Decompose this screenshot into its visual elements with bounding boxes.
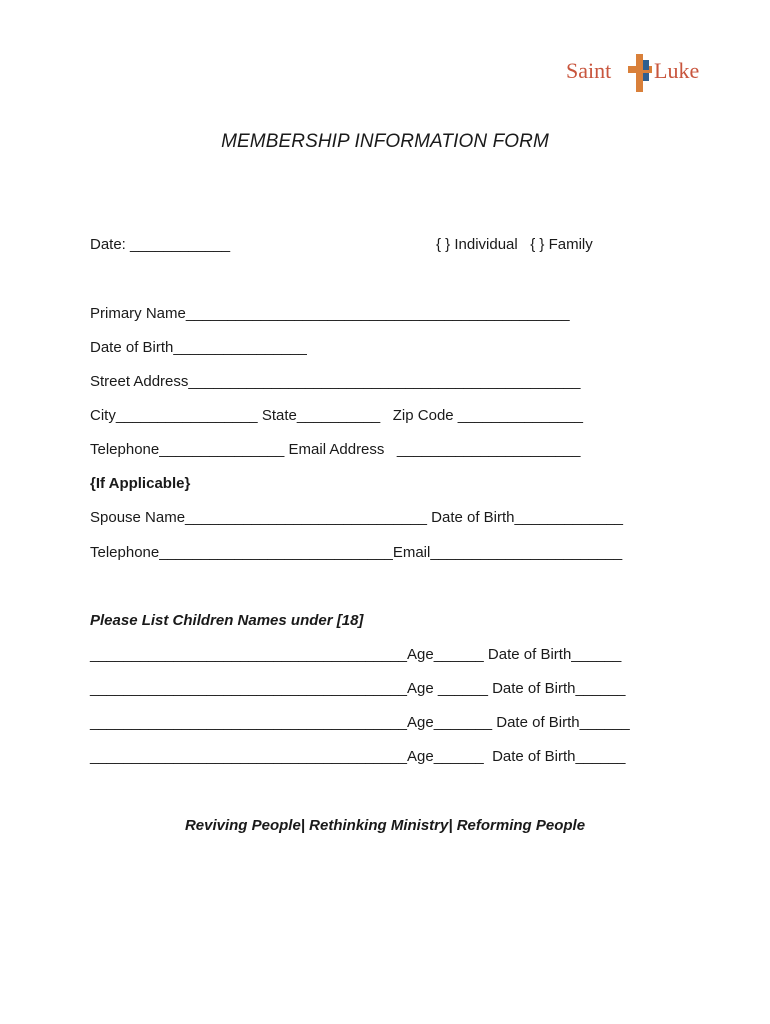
footer-tagline: Reviving People| Rethinking Ministry| Reforming People — [184, 817, 586, 834]
child-row[interactable]: ______________________________________Age______ Date of Birth______ — [90, 646, 622, 663]
city-state-zip-fields[interactable]: City_________________ State__________ Zip Code _______________ — [90, 407, 583, 424]
telephone-email-fields[interactable]: Telephone_______________ Email Address ______________________ — [90, 441, 581, 458]
date-field[interactable]: Date: ____________ — [90, 236, 231, 253]
child-row[interactable]: ______________________________________Age______ Date of Birth______ — [90, 748, 626, 765]
street-address-field[interactable]: Street Address_______________________________________________ — [90, 373, 581, 390]
children-heading: Please List Children Names under [18] — [90, 612, 364, 629]
child-row[interactable]: ______________________________________Age ______ Date of Birth______ — [90, 680, 626, 697]
logo-text-luke: Luke — [654, 58, 700, 83]
membership-type-options[interactable]: { } Individual { } Family — [436, 236, 593, 253]
if-applicable-heading: {If Applicable} — [90, 475, 191, 492]
spouse-name-dob-fields[interactable]: Spouse Name_____________________________ Date of Birth_____________ — [90, 509, 623, 526]
child-row[interactable]: ______________________________________Age_______ Date of Birth______ — [90, 714, 630, 731]
spouse-telephone-email-fields[interactable]: Telephone____________________________Email_______________________ — [90, 544, 623, 561]
primary-dob-field[interactable]: Date of Birth________________ — [90, 339, 307, 356]
saint-luke-logo — [564, 48, 724, 96]
logo-text-saint: Saint — [566, 58, 612, 83]
primary-name-field[interactable]: Primary Name______________________________________________ — [90, 305, 570, 322]
cross-icon — [626, 52, 654, 94]
form-title: MEMBERSHIP INFORMATION FORM — [221, 131, 549, 152]
